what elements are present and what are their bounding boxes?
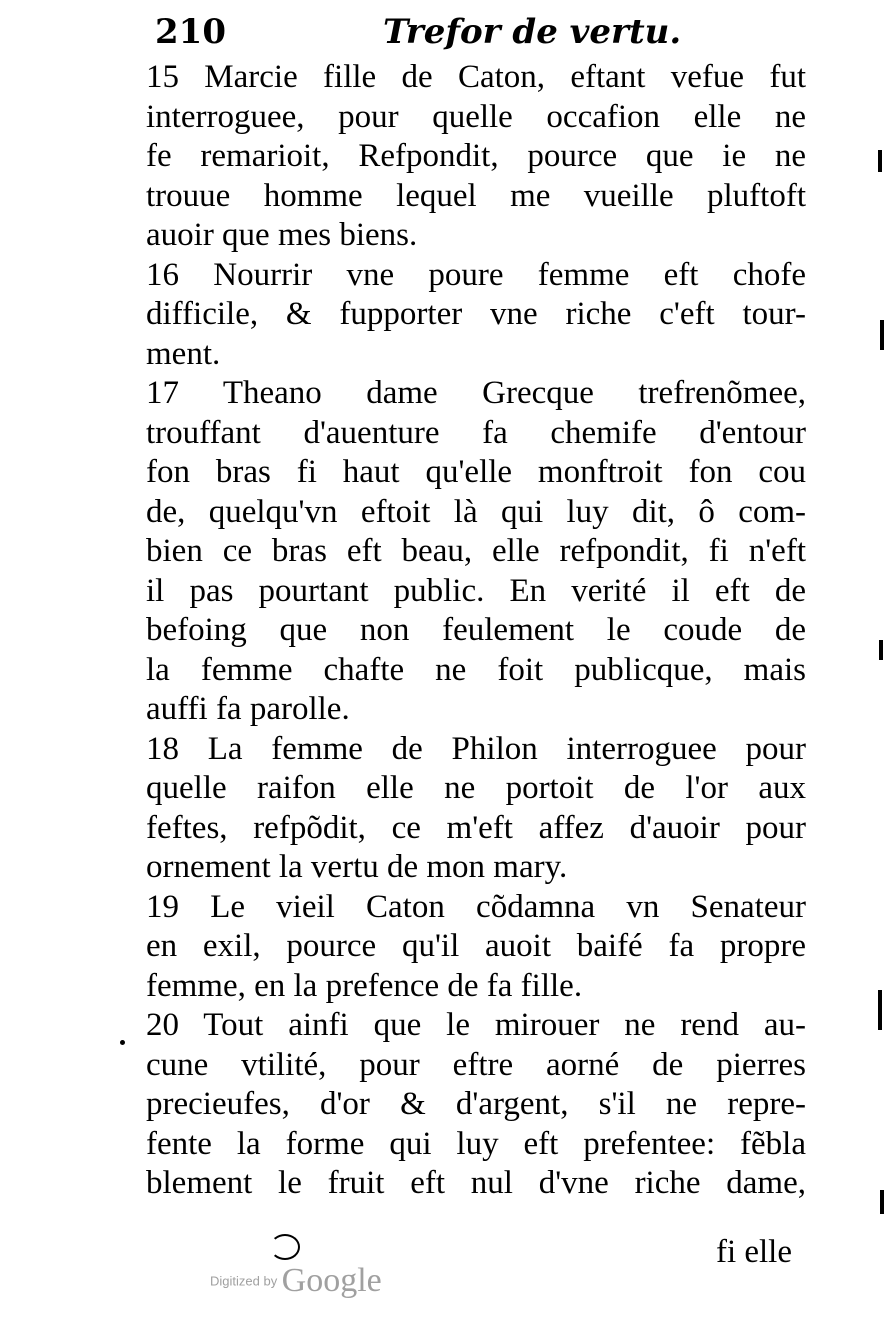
text-line: il pas pourtant public. En verité il eft de (146, 572, 806, 609)
running-title: Trefor de vertu. (383, 12, 682, 52)
text-line: ment. (146, 335, 221, 372)
text-line: fon bras fi haut qu'elle monftroit fon cou (146, 454, 806, 490)
text-line: 20 Tout ainfi que le mirouer ne rend au- (146, 1007, 806, 1043)
text-line: fente la forme qui luy eft prefentee: fẽbla (146, 1125, 806, 1162)
text-line: interroguee, pour quelle occafion elle ne (146, 98, 806, 135)
text-line: trouue homme lequel me vueille pluftoft (146, 177, 806, 214)
text-line: auffi fa parolle. (146, 691, 350, 727)
text-line: ornement la vertu de mon mary. (146, 849, 568, 885)
text-line: 15 Marcie fille de Caton, eftant vefue fut (146, 59, 806, 95)
text-line: precieufes, d'or & d'argent, s'il ne repre- (146, 1086, 806, 1122)
catchword: fi elle (715, 1234, 792, 1270)
page-header (155, 12, 795, 52)
page-number: 210 (155, 12, 226, 52)
text-line: feftes, refpõdit, ce m'eft affez d'auoir pour (146, 809, 806, 846)
text-line: auoir que mes biens. (146, 217, 418, 253)
text-line: 18 La femme de Philon interroguee pour (146, 730, 806, 767)
scan-edge-speck (880, 320, 884, 350)
watermark-brand: Google (281, 1262, 382, 1299)
text-line: 16 Nourrir vne poure femme eft chofe (146, 256, 806, 293)
text-line: 19 Le vieil Caton cõdamna vn Senateur (146, 888, 806, 925)
text-line: quelle raifon elle ne portoit de l'or aux (146, 770, 806, 806)
text-line: en exil, pource qu'il auoit baifé fa propre (146, 928, 806, 964)
scan-edge-speck (879, 640, 883, 660)
scan-edge-speck (878, 990, 882, 1030)
text-line: de, quelqu'vn eftoit là qui luy dit, ô com- (146, 493, 806, 530)
scan-dot-speck (120, 1040, 125, 1045)
body-text (146, 58, 806, 1204)
ink-ornament-icon (270, 1234, 300, 1260)
text-line: fe remarioit, Refpondit, pource que ie ne (146, 138, 806, 174)
text-line: blement le fruit eft nul d'vne riche dame, (146, 1165, 806, 1201)
text-line: la femme chafte ne foit publicque, mais (146, 651, 806, 688)
text-line: cune vtilité, pour eftre aorné de pierres (146, 1046, 806, 1083)
text-line: 17 Theano dame Grecque trefrenõmee, (146, 375, 806, 411)
watermark-prefix: Digitized by (210, 1273, 278, 1289)
text-line: bien ce bras eft beau, elle refpondit, fi n'eft (146, 533, 806, 569)
text-line: befoing que non feulement le coude de (146, 612, 806, 648)
text-line: trouffant d'auenture fa chemife d'entour (146, 414, 806, 451)
scan-edge-speck (878, 150, 882, 172)
text-line: femme, en la prefence de fa fille. (146, 967, 583, 1004)
text-line: difficile, & fupporter vne riche c'eft tour- (146, 296, 806, 332)
scan-edge-speck (880, 1190, 884, 1214)
digitized-watermark (210, 1262, 382, 1312)
